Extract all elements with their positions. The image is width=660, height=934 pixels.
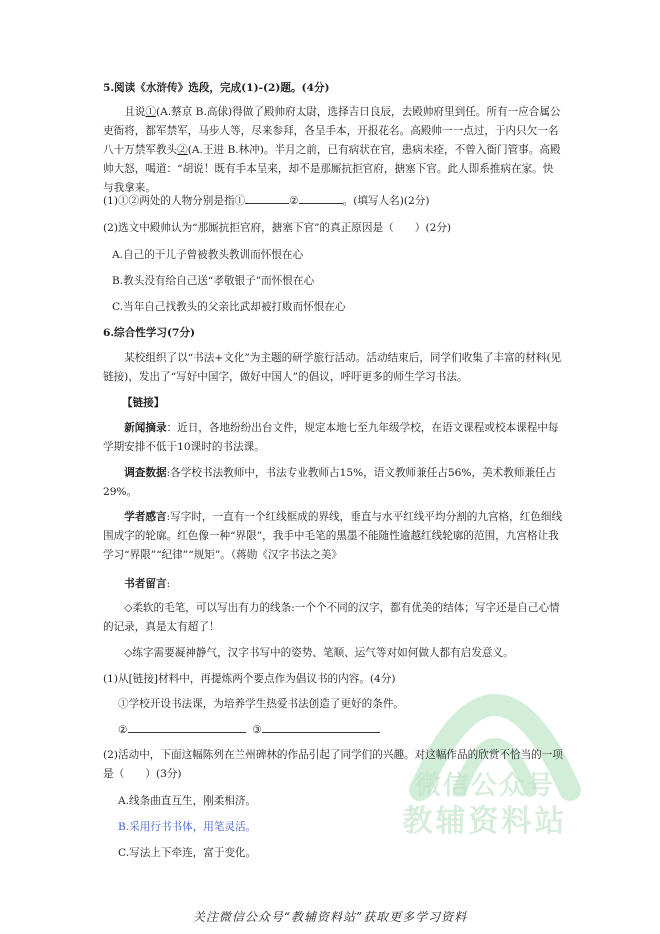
q6-option-b: B.采用行书书体，用笔灵活。: [118, 821, 257, 833]
q5-sub1-suffix: 。(填写人名)(2分): [342, 195, 430, 207]
answer-blank-1[interactable]: [245, 193, 289, 204]
survey-text: :各学校书法教师中，书法专业教师占15%，语文教师兼任占56%，美术教师兼任占29%。: [103, 467, 557, 498]
news-excerpt: [103, 419, 563, 457]
q6-intro: 某校组织了以“书法+文化”为主题的研学旅行活动。活动结束后，同学们收集了丰富的材料(见链接)，发出了“写好中国字，做好中国人”的倡议，呼吁更多的师生学习书法。: [103, 352, 562, 383]
q6-option-c: C.写法上下牵连，富于变化。: [118, 847, 257, 859]
news-label: 新闻摘录: [124, 422, 167, 434]
writer-note-1: ◇柔软的毛笔，可以写出有力的线条:一个个不同的汉字，都有优美的结体；写字还是自己心情的记录，真是太有超了！: [103, 602, 560, 633]
q5-passage-start: 且说: [124, 106, 146, 118]
q5-sub1-prefix: (1)①②两处的人物分别是指①: [103, 195, 246, 207]
survey-label: 调查数据: [124, 467, 167, 479]
scholar-text: :写字时，一直有一个红线框成的界线，垂直与水平红线平均分割的九宫格，红色细线围成字的轮廓。红色像一种“界限”，我手中毛笔的黑墨不能随性逾越红线轮廓的范围，九宫格让我学习“界限”“纪律”“规矩”。（蒋勋《汉字书法之美》: [103, 511, 563, 561]
q5-passage: [103, 103, 563, 198]
answer-blank-2[interactable]: [299, 193, 343, 204]
q5-option-b: B.教头没有给自己送“孝敬银子”而怀恨在心: [112, 275, 315, 287]
blank-marker-1: ①: [145, 106, 156, 118]
watermark-line-2: 教辅资料站: [402, 804, 568, 839]
q5-passage-end: (A.王进 B.林冲)。半月之前，已有病状在官，患病未痊，不曾入衙门管事。高殿帅大怒，喝道：“胡说！既有手本呈来，却不是那厮抗拒官府，搪塞下官。此人即系推病在家。快与我拿来。: [103, 144, 561, 194]
scholar-label: 学者感言: [124, 511, 167, 523]
writer-label: 书者留言: [124, 578, 167, 590]
q6-option-a: A.线条曲直互生，刚柔相济。: [118, 795, 257, 807]
q6-sub1: (1)从[链接]材料中，再提炼两个要点作为倡议书的内容。(4分): [103, 673, 396, 685]
survey-data: [103, 464, 563, 502]
q5-option-a: A.自己的干儿子曾被教头教训而怀恨在心: [112, 249, 304, 261]
scholar-quote: [103, 508, 563, 565]
q5-sub2: (2)选文中殿帅认为“那厮抗拒官府，搪塞下官”的真正原因是（ ）(2分): [103, 222, 452, 234]
answer-blank-point-2[interactable]: [128, 722, 246, 733]
writer-notes-heading: [103, 575, 563, 594]
page-footer: 关注微信公众号“教辅资料站”获取更多学习资料: [192, 910, 468, 924]
writer-colon: :: [166, 578, 171, 590]
points-2-3: [118, 721, 578, 740]
q5-option-c: C.当年自己找教头的父亲比武却被打败而怀恨在心: [112, 301, 346, 313]
point-1: ①学校开设书法课，为培养学生热爱书法创造了更好的条件。: [118, 698, 405, 710]
q5-sub1: [103, 192, 563, 211]
link-heading: 【链接】: [122, 397, 165, 409]
answer-blank-point-3[interactable]: [262, 722, 380, 733]
writer-note-2: ◇练字需要凝神静气，汉字书写中的姿势、笔顺、运气等对如何做人都有启发意义。: [124, 647, 514, 659]
q5-title: 5.阅读《水浒传》选段，完成(1)-(2)题。(4分): [103, 82, 330, 94]
watermark-line-1: 微信公众号: [414, 771, 555, 801]
q5-passage-middle: (A.蔡京 B.高俅)得做了殿帅府太尉，选择吉日良辰，去殿帅府里到任。所有一应合属公吏衙将，都军禁军，马步人等，尽来参拜，各呈手本，开报花名。高殿帅一一点过，于内只欠一名八十万禁军教头: [103, 106, 561, 156]
q6-title: 6.综合性学习(7分): [103, 327, 196, 339]
blank-marker-2: ②: [177, 144, 188, 156]
q5-sub1-marker: ②: [289, 195, 299, 207]
point-2-marker: ②: [118, 724, 128, 736]
news-text: ：近日，各地纷纷出台文件，规定本地七至九年级学校，在语文课程或校本课程中每学期安排不低于10课时的书法课。: [103, 422, 559, 453]
q6-sub2: (2)活动中，下面这幅陈列在兰州碑林的作品引起了同学们的兴趣。对这幅作品的欣赏不恰当的一项是（ ）(3分): [103, 749, 563, 780]
point-3-marker: ③: [252, 724, 262, 736]
